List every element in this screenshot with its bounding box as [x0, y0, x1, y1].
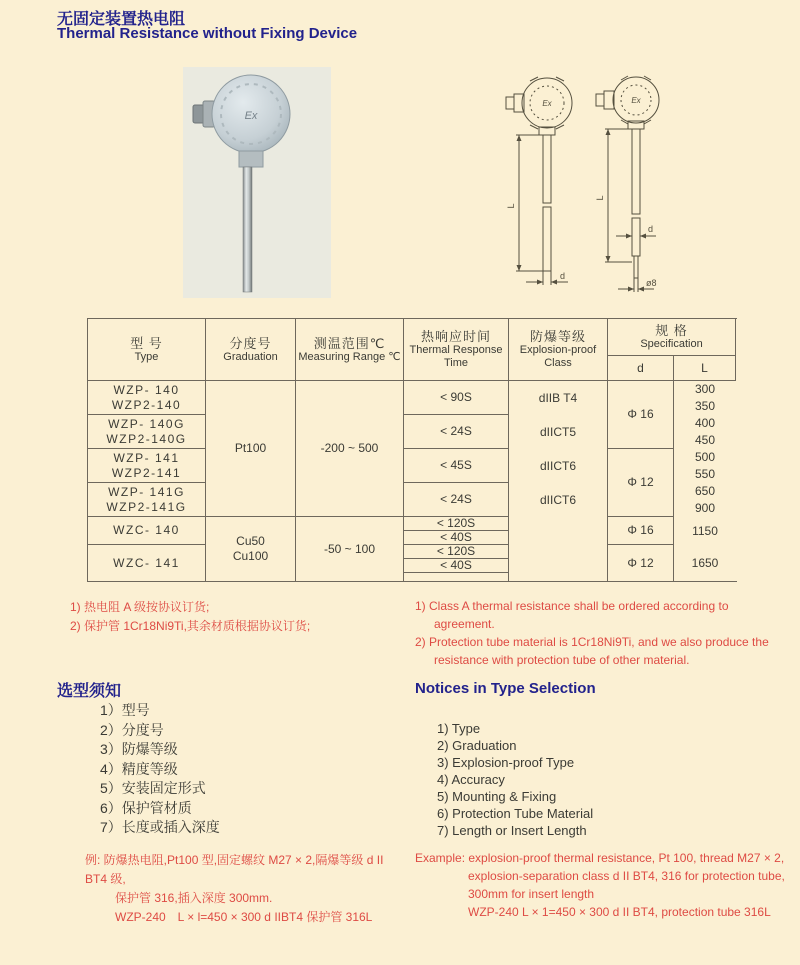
- explosion-cell: dIIB T4: [509, 381, 608, 415]
- dim-label-L-left: L: [506, 203, 516, 209]
- d-cell: Φ 12: [608, 449, 674, 517]
- selection-item-en: 5) Mounting & Fixing: [437, 789, 557, 804]
- selection-item-en: 6) Protection Tube Material: [437, 806, 594, 821]
- protection-tube: [243, 167, 252, 292]
- selection-item-en: 4) Accuracy: [437, 772, 505, 787]
- example-en-line: WZP-240 L × 1=450 × 300 d II BT4, protection tube 316L: [468, 905, 771, 919]
- selection-item-zh: 6）保护管材质: [100, 799, 192, 816]
- response-cell: < 40S: [404, 531, 509, 545]
- th-spec-zh: 规 格: [655, 323, 688, 338]
- type-cell-140: [88, 381, 206, 415]
- footnote-en-1: 1) Class A thermal resistance shall be ordered according to agreement.: [415, 599, 729, 631]
- th-specification: [608, 319, 736, 356]
- product-photo: [183, 67, 331, 298]
- l-cell: 650: [694, 484, 716, 498]
- example-zh-line: WZP-240 L × l=450 × 300 d IIBT4 保护管 316L: [115, 910, 373, 924]
- th-explosion-proof: [509, 319, 608, 381]
- selection-item-zh: 4）精度等级: [100, 760, 178, 777]
- l-cell: 500: [694, 450, 716, 464]
- dim-label-o8: ø8: [646, 278, 657, 288]
- ex-marking-drawing-2: Ex: [631, 96, 641, 105]
- page-title-zh: 无固定装置热电阻: [57, 11, 186, 28]
- th-measuring-range: [296, 319, 404, 381]
- dim-label-L-right: L: [595, 195, 605, 201]
- type-cell-141: [88, 449, 206, 483]
- example-zh: [85, 851, 405, 927]
- selection-heading-zh: 选型须知: [57, 683, 122, 700]
- response-filler: [404, 573, 509, 581]
- type-value: WZP- 140G: [108, 416, 185, 431]
- type-value: WZP2-140G: [106, 431, 187, 446]
- graduation-cu: [206, 517, 296, 581]
- selection-heading-en: Notices in Type Selection: [415, 680, 596, 697]
- graduation-pt100: Pt100: [206, 381, 296, 517]
- th-range-zh: 测温范围℃: [313, 335, 386, 351]
- l-cell: 900: [694, 501, 716, 515]
- l-cell: 450: [694, 433, 716, 447]
- head-neck: [239, 151, 263, 167]
- graduation-cu50: Cu50: [236, 534, 265, 548]
- th-explosion-zh: 防爆等级: [529, 329, 586, 344]
- l-cell: 300: [694, 382, 716, 396]
- selection-item-zh: 2）分度号: [100, 721, 164, 738]
- selection-item-zh: 1）型号: [100, 702, 150, 718]
- type-cell-wzc141: [88, 545, 206, 581]
- l-cell: 400: [694, 416, 716, 430]
- example-en: [415, 849, 785, 921]
- response-cell: < 120S: [404, 545, 509, 559]
- response-cell: < 24S: [404, 415, 509, 449]
- th-type: [88, 319, 206, 381]
- l-cell: 1150: [692, 523, 718, 538]
- explosion-cell: dIICT6: [509, 449, 608, 483]
- selection-list-en: [437, 720, 593, 839]
- example-en-line: explosion-separation class d II BT4, 316 for protection tube,: [468, 869, 785, 883]
- footnotes-en: [415, 597, 785, 669]
- l-cell: 550: [694, 467, 716, 481]
- d-cell: Φ 16: [608, 517, 674, 545]
- th-explosion-en: Explosion-proof Class: [519, 344, 597, 369]
- example-zh-line: 例: 防爆热电阻,Pt100 型,固定螺纹 M27 × 2,隔爆等级 d II BT4 级,: [85, 853, 384, 886]
- range-pt: -200 ~ 500: [296, 381, 404, 517]
- page-title-en: Thermal Resistance without Fixing Device: [57, 25, 358, 42]
- th-type-zh: 型 号: [130, 335, 163, 351]
- type-value: WZP- 141: [113, 450, 180, 465]
- th-spec-en: Specification: [640, 338, 703, 350]
- range-cu: -50 ~ 100: [296, 517, 404, 581]
- type-value: WZC- 141: [113, 555, 180, 570]
- l-cell: 1650: [691, 555, 719, 570]
- th-graduation-zh: 分度号: [229, 335, 272, 351]
- type-value: WZP2-141G: [106, 499, 187, 514]
- selection-item-en: 2) Graduation: [437, 738, 517, 753]
- type-cell-140g: [88, 415, 206, 449]
- th-l: L: [674, 356, 736, 381]
- type-value: WZC- 140: [113, 523, 180, 537]
- th-d: d: [608, 356, 674, 381]
- selection-list-zh: [100, 701, 220, 838]
- ex-marking: Ex: [244, 110, 258, 122]
- selection-item-en: 7) Length or Insert Length: [437, 823, 587, 838]
- th-range-en: Measuring Range ℃: [298, 350, 401, 363]
- footnote-zh-2: 2) 保护管 1Cr18Ni9Ti,其余材质根据协议订货;: [70, 619, 311, 633]
- graduation-cu100: Cu100: [232, 549, 269, 563]
- d-cell: Φ 12: [608, 545, 674, 581]
- response-cell: < 90S: [404, 381, 509, 415]
- drawing-probe-right: [595, 76, 659, 292]
- selection-item-en: 1) Type: [437, 721, 481, 736]
- selection-item-zh: 3）防爆等级: [100, 741, 178, 757]
- drawing-probe-left: [506, 77, 572, 285]
- th-graduation: [206, 319, 296, 381]
- dim-label-d-right: d: [648, 224, 654, 234]
- type-cell-141g: [88, 483, 206, 517]
- example-en-line: 300mm for insert length: [468, 887, 595, 901]
- d-cell: Φ 16: [608, 381, 674, 449]
- response-cell: < 24S: [404, 483, 509, 517]
- type-value: WZP2-140: [111, 397, 182, 412]
- th-graduation-en: Graduation: [223, 350, 278, 363]
- th-response-zh: 热响应时间: [420, 329, 491, 344]
- footnotes-zh: [70, 598, 400, 636]
- selection-item-zh: 5）安装固定形式: [100, 780, 206, 796]
- dimension-drawings: [470, 66, 720, 302]
- ex-marking-drawing: Ex: [542, 99, 552, 108]
- type-cell-wzc140: [88, 517, 206, 545]
- type-value: WZP- 140: [113, 382, 180, 397]
- footnote-zh-1: 1) 热电阻 A 级按协议订货;: [70, 600, 210, 614]
- type-value: WZP2-141: [111, 465, 182, 480]
- specification-table: [87, 318, 737, 582]
- th-type-en: Type: [134, 350, 159, 363]
- explosion-cell: dIICT6: [509, 483, 608, 517]
- dim-label-d-left: d: [560, 271, 566, 281]
- response-cell: < 40S: [404, 559, 509, 573]
- explosion-cell: dIICT5: [509, 415, 608, 449]
- th-thermal-response: [404, 319, 509, 381]
- example-zh-line: 保护管 316,插入深度 300mm.: [115, 891, 273, 905]
- type-value: WZP- 141G: [108, 484, 185, 499]
- selection-item-zh: 7）长度或插入深度: [100, 819, 220, 835]
- response-cell: < 120S: [404, 517, 509, 531]
- explosion-cell-empty: [509, 517, 608, 581]
- th-response-en: Thermal Response Time: [409, 344, 503, 369]
- example-en-line: Example: explosion-proof thermal resistance, Pt 100, thread M27 × 2,: [415, 851, 785, 865]
- response-cell: < 45S: [404, 449, 509, 483]
- selection-item-en: 3) Explosion-proof Type: [437, 755, 575, 770]
- footnote-en-2: 2) Protection tube material is 1Cr18Ni9Ti, and we also produce the resistance with protection tube of other material.: [415, 635, 769, 667]
- l-cell: 350: [694, 399, 716, 413]
